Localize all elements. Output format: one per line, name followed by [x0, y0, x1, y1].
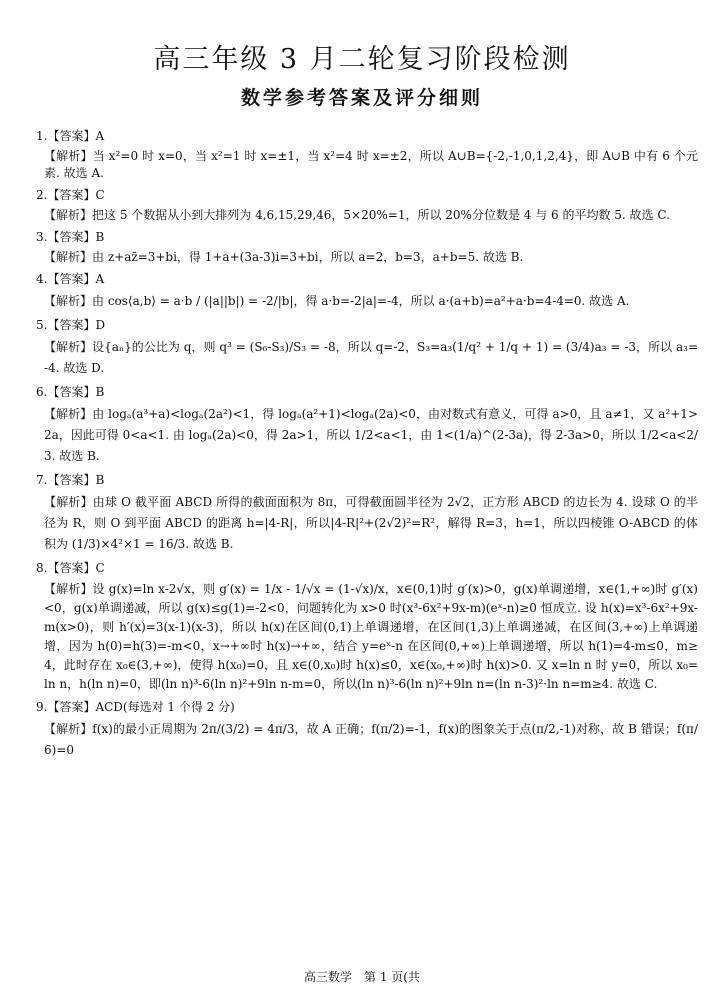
explanation: 【解析】当 x²=0 时 x=0，当 x²=1 时 x=±1，当 x²=4 时 x=±2，所以 A∪B={-2,-1,0,1,2,4}，即 A∪B 中有 6 个元素. 故选 A.: [44, 149, 698, 180]
question-1: [36, 128, 698, 182]
answer-line: 1.【答案】A: [36, 129, 105, 143]
question-4: [36, 271, 698, 312]
answer-line: 9.【答案】ACD(每选对 1 个得 2 分): [36, 700, 235, 714]
question-8: [36, 560, 698, 694]
question-3: [36, 229, 698, 266]
explanation: 【解析】由 cos⟨a,b⟩ = a·b / (|a||b|) = -2/|b|，得 a·b=-2|a|=-4，所以 a·(a+b)=a²+a·b=4-4=0. 故选 A.: [44, 294, 630, 308]
question-2: [36, 187, 698, 224]
page-title: 高三年级 3 月二轮复习阶段检测: [153, 44, 571, 75]
explanation: 【解析】由球 O 截平面 ABCD 所得的截面面积为 8π，可得截面圆半径为 2√2，正方形 ABCD 的边长为 4. 设球 O 的半径为 R，则 O 到平面 ABCD 的距离 h=|4-R|，所以|4-R|²+(2√2)²=R²，解得 R=3，h=1，所以四棱锥 O-ABCD 的体积为 (1/3)×4²×1 = 16/3. 故选 B.: [44, 495, 698, 551]
question-7: [36, 472, 698, 555]
explanation: 【解析】设{aₙ}的公比为 q，则 q³ = (S₆-S₃)/S₃ = -8，所以 q=-2，S₃=a₃(1/q² + 1/q + 1) = (3/4)a₃ = -3，所以 a₃=-4. 故选 D.: [44, 340, 698, 375]
page-footer: 高三数学 第 1 页(共: [304, 970, 420, 984]
answer-line: 2.【答案】C: [36, 188, 105, 202]
answer-line: 3.【答案】B: [36, 230, 105, 244]
explanation: 【解析】由 z+az̄=3+bi，得 1+a+(3a-3)i=3+bi，所以 a=2，b=3，a+b=5. 故选 B.: [44, 250, 524, 264]
explanation: 【解析】f(x)的最小正周期为 2π/(3/2) = 4π/3，故 A 正确；f(π/2)=-1，f(x)的图象关于点(π/2,-1)对称，故 B 错误；f(π/6)=0: [44, 722, 698, 757]
explanation: 【解析】把这 5 个数据从小到大排列为 4,6,15,29,46，5×20%=1，所以 20%分位数是 4 与 6 的平均数 5. 故选 C.: [44, 208, 670, 222]
answer-list: [36, 128, 698, 766]
question-6: [36, 384, 698, 467]
answer-line: 6.【答案】B: [36, 385, 105, 399]
question-9: [36, 699, 698, 761]
explanation: 【解析】设 g(x)=ln x-2√x，则 g′(x) = 1/x - 1/√x = (1-√x)/x，x∈(0,1)时 g′(x)>0，g(x)单调递增，x∈(1,+∞)时 g′(x)<0，g(x)单调递减，所以 g(x)≤g(1)=-2<0，问题转化为 x>0 时(x³-6x²+9x-m)(eˣ-n)≥0 恒成立. 设 h(x)=x³-6x²+9x-m(x>0)，则 h′(x)=3(x-1)(x-3)，所以 h(x)在区间(0,1)上单调递增，在区间(1,3)上单调递减，在区间(3,+∞)上单调递增，因为 h(0)=h(3)=-m<0，x→+∞时 h(x)→+∞，结合 y=eˣ-n 在区间(0,+∞)上单调递增，所以 h(1)=4-m≤0，m≥4，此时存在 x₀∈(3,+∞)，使得 h(x₀)=0，且 x∈(0,x₀)时 h(x)≤0，x∈(x₀,+∞)时 h(x)>0. 又 x=ln n 时 y=0，所以 x₀=ln n，h(ln n)=0，即(ln n)³-6(ln n)²+9ln n-m=0，所以(ln n)³-6(ln n)²+9ln n=(ln n-3)²·ln n=m≥4. 故选 C.: [44, 582, 698, 691]
answer-line: 8.【答案】C: [36, 561, 105, 575]
answer-line: 4.【答案】A: [36, 272, 105, 286]
explanation: 【解析】由 logₐ(a³+a)<logₐ(2a²)<1，得 logₐ(a²+1)<logₐ(2a)<0，由对数式有意义，可得 a>0，且 a≠1，又 a²+1>2a，因此可得 0<a<1. 由 logₐ(2a)<0，得 2a>1，所以 1/2<a<1，由 1<(1/a)^(2-3a)，得 2-3a>0，所以 1/2<a<2/3. 故选 B.: [44, 407, 698, 463]
page-subtitle: 数学参考答案及评分细则: [240, 87, 483, 109]
answer-line: 7.【答案】B: [36, 473, 105, 487]
answer-line: 5.【答案】D: [36, 318, 106, 332]
question-5: [36, 317, 698, 379]
